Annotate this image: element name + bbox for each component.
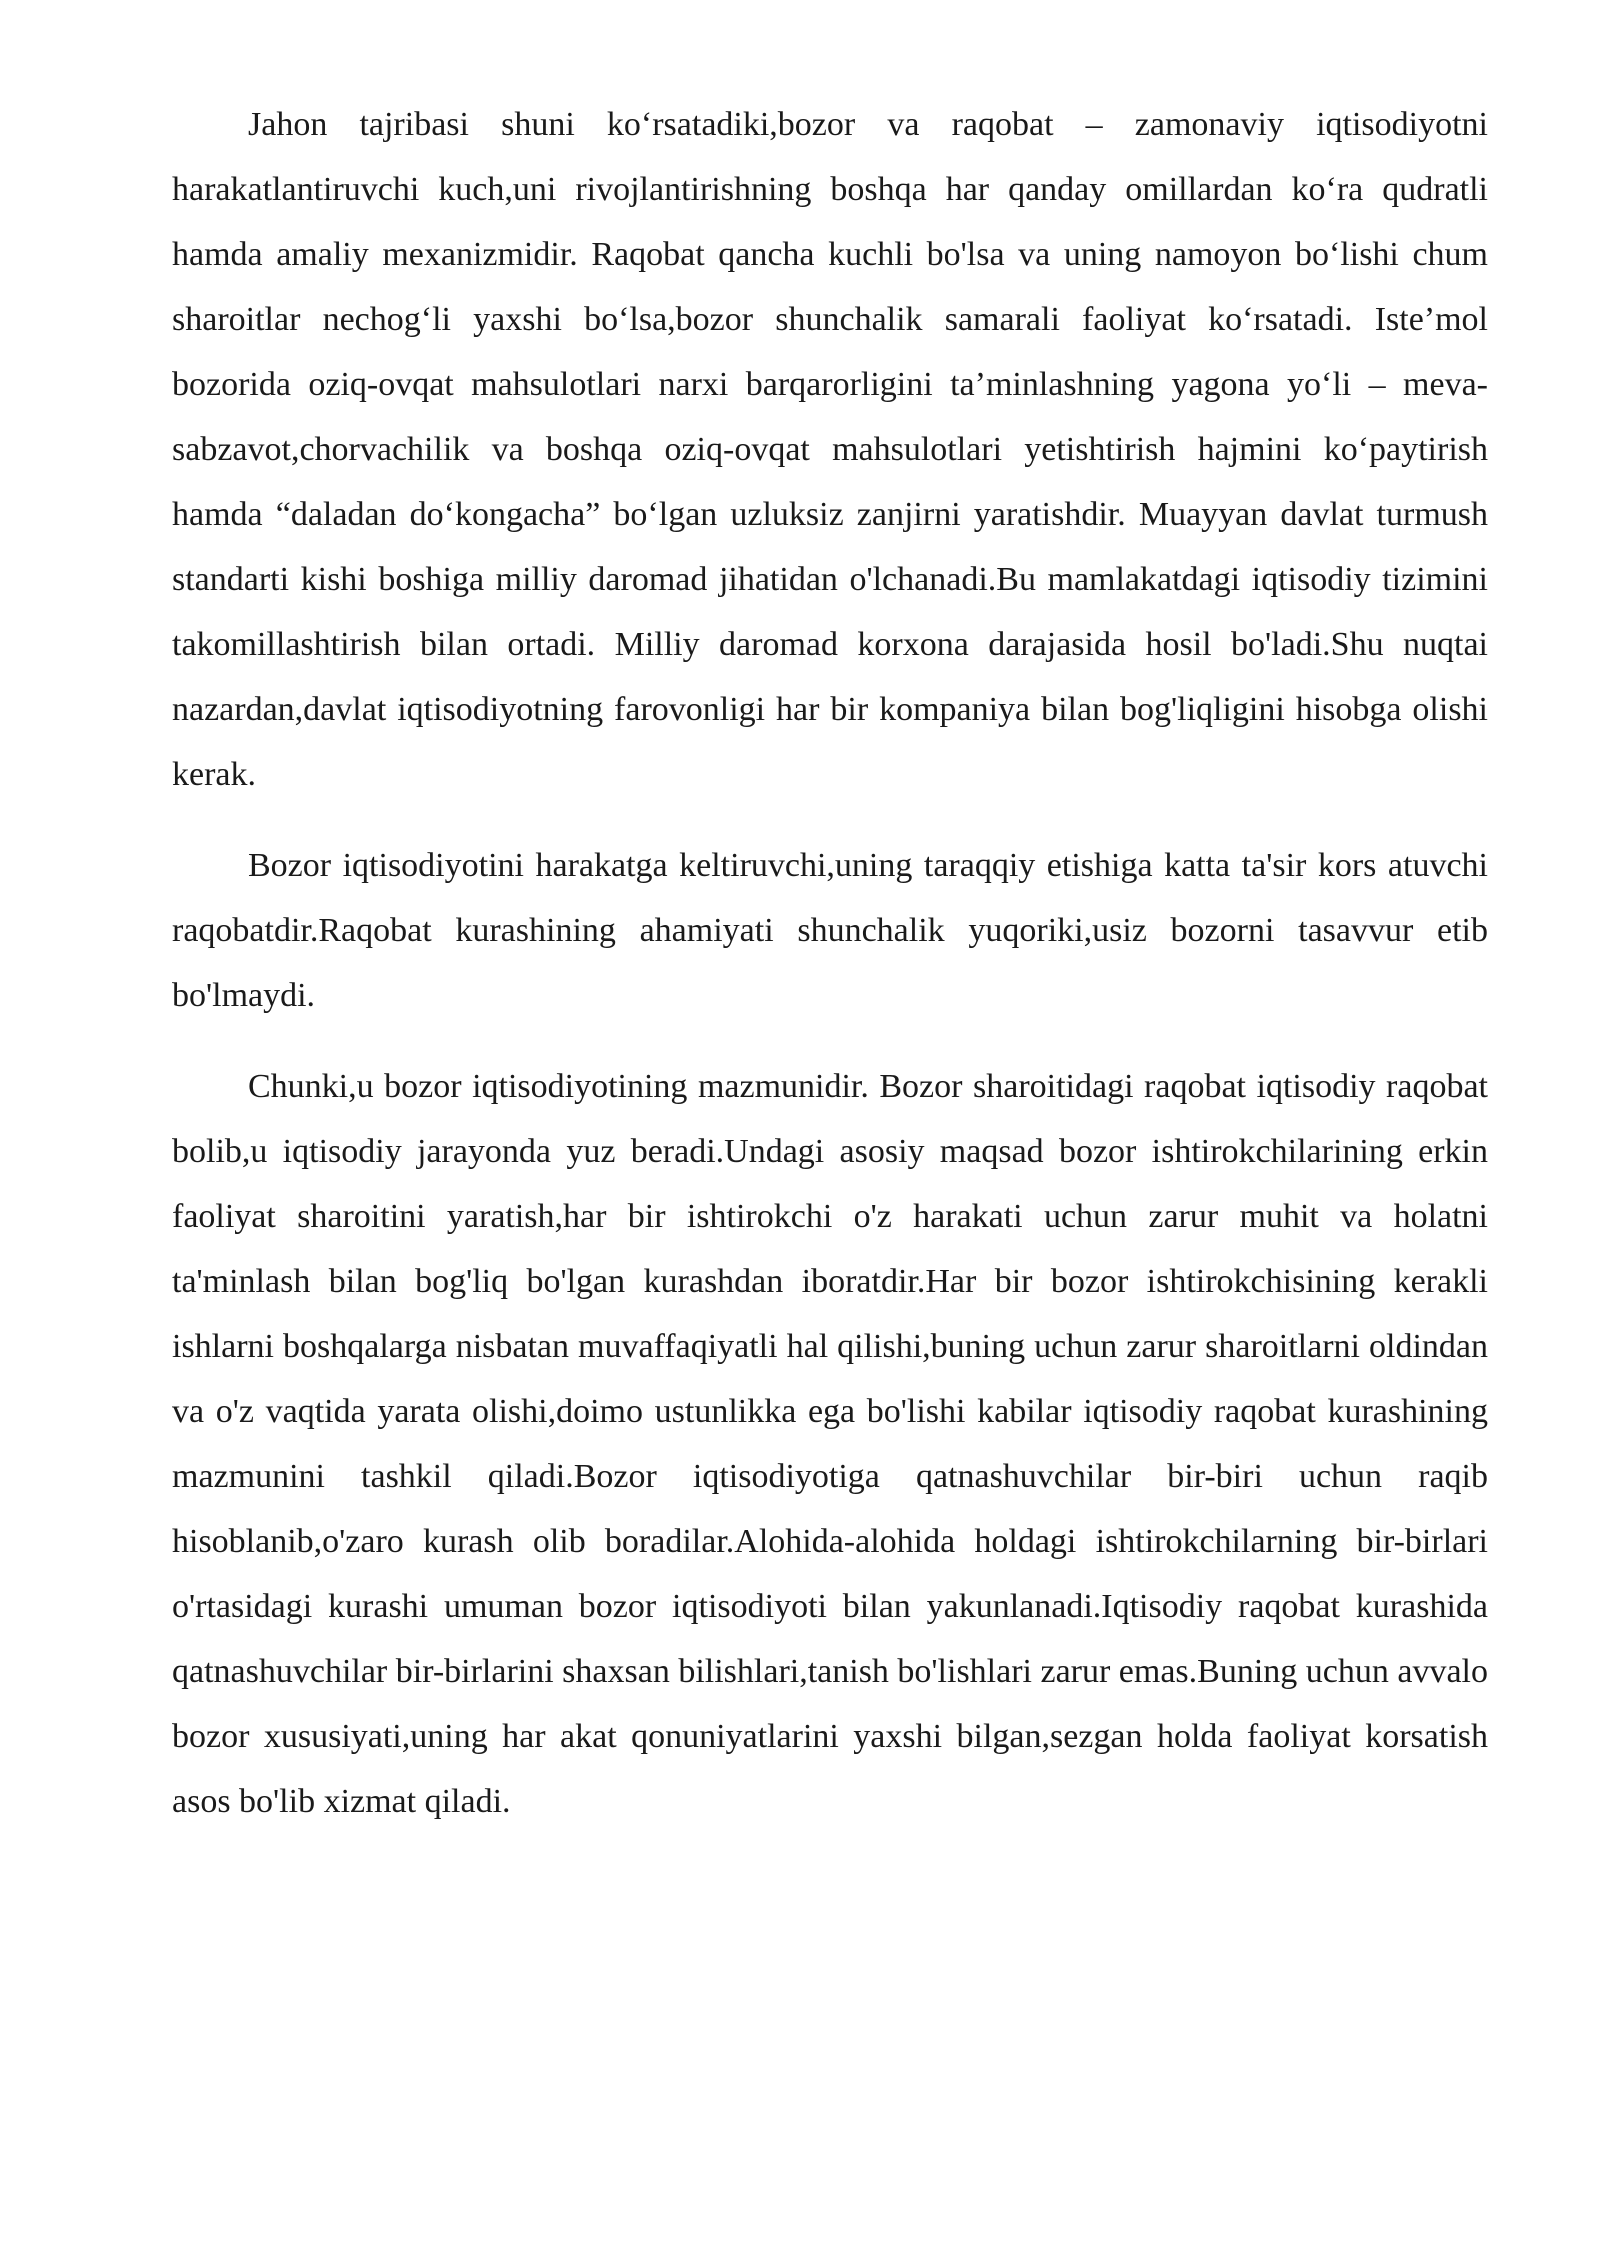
paragraph-market-competition: Jahon tajribasi shuni ko‘rsatadiki,bozor va raqobat – zamonaviy iqtisodiyotni harakatlantiruvchi kuch,uni rivojlantirishning boshqa har qanday omillardan ko‘ra qudratli hamda amaliy mexanizmidir. Raqobat qancha kuchli bo'lsa va uning namoyon bo‘lishi chum sharoitlar nechog‘li yaxshi bo‘lsa,bozor shunchalik samarali faoliyat ko‘rsatadi. Iste’mol bozorida oziq-ovqat mahsulotlari narxi barqarorligini ta’minlashning yagona yo‘li – meva-sabzavot,chorvachilik va boshqa oziq-ovqat mahsulotlari yetishtirish hajmini ko‘paytirish hamda “daladan do‘kongacha” bo‘lgan uzluksiz zanjirni yaratishdir. Muayyan davlat turmush standarti kishi boshiga milliy daromad jihatidan o'lchanadi.Bu mamlakatdagi iqtisodiy tizimini takomillashtirish bilan ortadi. Milliy daromad korxona darajasida hosil bo'ladi.Shu nuqtai nazardan,davlat iqtisodiyotning farovonligi har bir kompaniya bilan bog'liqligini hisobga olishi kerak. <box>172 106 1488 793</box>
paragraph-market-economy-driver: Bozor iqtisodiyotini harakatga keltiruvchi,uning taraqqiy etishiga katta ta'sir kors atuvchi raqobatdir.Raqobat kurashining ahamiyati shunchalik yuqoriki,usiz bozorni tasavvur etib bo'lmaydi. <box>172 847 1488 1014</box>
document-body <box>172 92 1488 1834</box>
paragraph-economic-competition-essence: Chunki,u bozor iqtisodiyotining mazmunidir. Bozor sharoitidagi raqobat iqtisodiy raqobat bolib,u iqtisodiy jarayonda yuz beradi.Undagi asosiy maqsad bozor ishtirokchilarining erkin faoliyat sharoitini yaratish,har bir ishtirokchi o'z harakati uchun zarur muhit va holatni ta'minlash bilan bog'liq bo'lgan kurashdan iboratdir.Har bir bozor ishtirokchisining kerakli ishlarni boshqalarga nisbatan muvaffaqiyatli hal qilishi,buning uchun zarur sharoitlarni oldindan va o'z vaqtida yarata olishi,doimo ustunlikka ega bo'lishi kabilar iqtisodiy raqobat kurashining mazmunini tashkil qiladi.Bozor iqtisodiyotiga qatnashuvchilar bir-biri uchun raqib hisoblanib,o'zaro kurash olib boradilar.Alohida-alohida holdagi ishtirokchilarning bir-birlari o'rtasidagi kurashi umuman bozor iqtisodiyoti bilan yakunlanadi.Iqtisodiy raqobat kurashida qatnashuvchilar bir-birlarini shaxsan bilishlari,tanish bo'lishlari zarur emas.Buning uchun avvalo bozor xususiyati,uning har akat qonuniyatlarini yaxshi bilgan,sezgan holda faoliyat korsatish asos bo'lib xizmat qiladi. <box>172 1068 1489 1820</box>
